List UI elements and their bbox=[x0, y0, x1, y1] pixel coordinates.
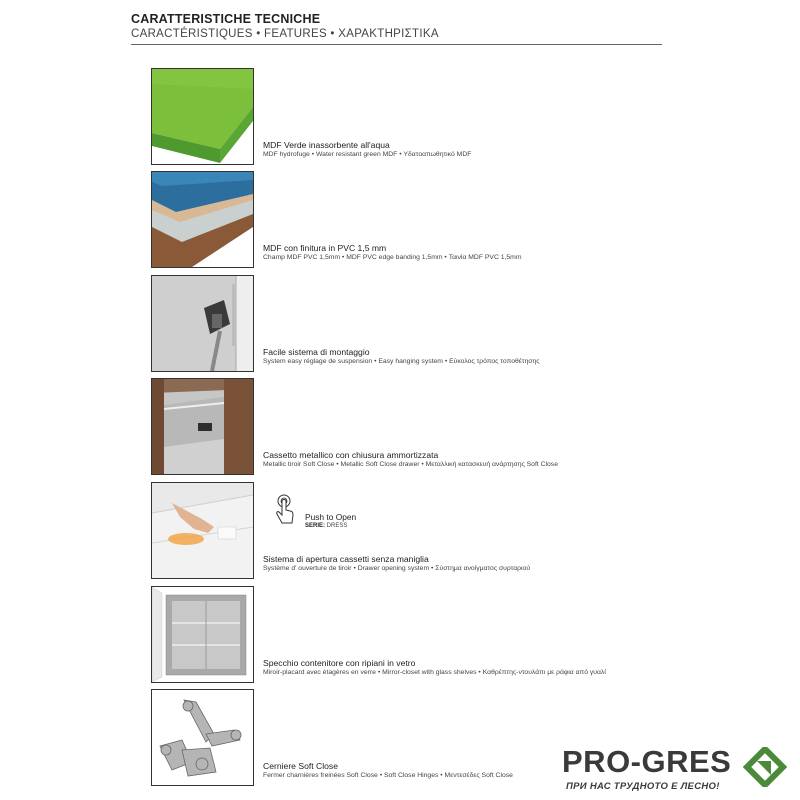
feature-image-green-mdf bbox=[151, 68, 254, 165]
diamond-arrow-icon bbox=[743, 747, 787, 787]
feature-image-soft-close-hinges bbox=[151, 689, 254, 786]
page-subtitle: CARACTÉRISTIQUES • FEATURES • ΧΑΡΑΚΤΗΡΙΣΤΙΚΑ bbox=[131, 28, 439, 40]
hand-pointer-icon bbox=[273, 493, 297, 529]
page-header bbox=[131, 12, 662, 41]
feature-item bbox=[151, 378, 671, 475]
feature-subtitle: Miroir-placard avec étagères en verre • Mirror-closet with glass shelves • Καθρέπτης-ντουλάπι με ράφια από γυαλί bbox=[263, 669, 606, 676]
feature-title: Cerniere Soft Close bbox=[263, 761, 338, 771]
feature-subtitle: Metallic tiroir Soft Close • Metallic Soft Close drawer • Μεταλλική κατασκευή ανάρτησης Soft Close bbox=[263, 461, 558, 468]
feature-title: Cassetto metallico con chiusura ammortizzata bbox=[263, 450, 439, 460]
feature-image-hanging-bracket bbox=[151, 275, 254, 372]
feature-subtitle: System easy réglage de suspension • Easy hanging system • Εύκολος τρόπος τοποθέτησης bbox=[263, 358, 540, 365]
feature-subtitle: Système d' ouverture de tiroir • Drawer opening system • Σύστημα ανοίγματος συρταριού bbox=[263, 565, 531, 572]
feature-subtitle: Champ MDF PVC 1,5mm • MDF PVC edge banding 1,5mm • Ταινία MDF PVC 1,5mm bbox=[263, 254, 522, 261]
feature-image-pvc-edge bbox=[151, 171, 254, 268]
push-to-open-title: Push to Open bbox=[305, 512, 357, 522]
feature-title: MDF con finitura in PVC 1,5 mm bbox=[263, 243, 387, 253]
feature-image-mirror-cabinet bbox=[151, 586, 254, 683]
feature-item bbox=[151, 275, 671, 372]
feature-item bbox=[151, 586, 671, 683]
push-to-open-serie: SERIE: DRESS bbox=[305, 523, 348, 529]
feature-subtitle: Fermer charnières freinées Soft Close • Soft Close Hinges • Μεντεσέδες Soft Close bbox=[263, 772, 513, 779]
push-to-open-badge bbox=[273, 493, 413, 533]
feature-title: Sistema di apertura cassetti senza maniglia bbox=[263, 554, 429, 564]
feature-item bbox=[151, 171, 671, 268]
page-title: CARATTERISTICHE TECNICHE bbox=[131, 12, 321, 26]
feature-title: Specchio contenitore con ripiani in vetro bbox=[263, 658, 416, 668]
brand-tagline: ПРИ НАС ТРУДНОТО Е ЛЕСНО! bbox=[566, 781, 720, 792]
feature-subtitle: MDF hydrofuge • Water resistant green MDF • Υδατοαπωθητικό MDF bbox=[263, 151, 472, 158]
feature-title: Facile sistema di montaggio bbox=[263, 347, 370, 357]
brand-name: PRO-GRES bbox=[562, 744, 732, 779]
feature-image-push-open-drawer bbox=[151, 482, 254, 579]
feature-item bbox=[151, 68, 671, 165]
header-divider bbox=[131, 44, 662, 45]
brand-logo bbox=[560, 744, 790, 798]
feature-image-soft-close-drawer bbox=[151, 378, 254, 475]
feature-title: MDF Verde inassorbente all'aqua bbox=[263, 140, 390, 150]
